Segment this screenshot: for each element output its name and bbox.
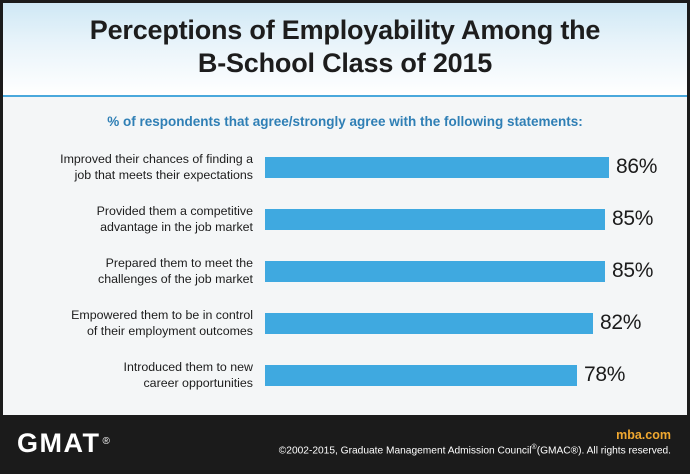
- bar-label-line: of their employment outcomes: [87, 324, 253, 338]
- bar-label-line: challenges of the job market: [98, 272, 253, 286]
- copyright-part-2: (GMAC®). All rights reserved.: [536, 445, 671, 457]
- bar-label-line: Introduced them to new: [123, 359, 253, 374]
- bar: [265, 365, 577, 386]
- bar: [265, 261, 605, 282]
- mba-site-link[interactable]: mba.com: [616, 427, 671, 442]
- bar-label-line: job that meets their expectations: [74, 168, 253, 182]
- header: [3, 3, 687, 97]
- bar: [265, 313, 593, 334]
- copyright-text: [279, 443, 671, 459]
- bar-track: [265, 349, 665, 401]
- bar-label: [17, 203, 265, 236]
- bar-label-line: Empowered them to be in control: [71, 307, 253, 322]
- bar-label-line: career opportunities: [143, 376, 253, 390]
- bar-label-line: Prepared them to meet the: [105, 255, 253, 270]
- bar-label-line: Provided them a competitive: [96, 203, 253, 218]
- bar-value: 86%: [616, 155, 658, 178]
- page-title-line-2: B-School Class of 2015: [197, 48, 493, 78]
- bar-area: [265, 193, 665, 245]
- footer-right: [279, 427, 671, 459]
- chart-row: [17, 193, 665, 245]
- bar-value: 82%: [600, 311, 642, 334]
- bar-area: [265, 297, 665, 349]
- bar: [265, 209, 605, 230]
- copyright-part-1: ©2002-2015, Graduate Management Admission Council: [278, 445, 532, 457]
- bar-label: [17, 307, 265, 340]
- chart-row: [17, 349, 665, 401]
- footer: [3, 415, 687, 471]
- bar-label: [17, 359, 265, 392]
- bar-label: [17, 151, 265, 184]
- chart-subtitle: % of respondents that agree/strongly agree with the following statements:: [107, 114, 583, 129]
- bar-chart: [3, 141, 687, 401]
- bar-label: [17, 255, 265, 288]
- bar-value: 85%: [612, 259, 654, 282]
- bar-label-line: advantage in the job market: [100, 220, 253, 234]
- gmat-logo: [17, 428, 110, 459]
- bar-track: [265, 141, 665, 193]
- bar-track: [265, 193, 665, 245]
- page-title-line-1: Perceptions of Employability Among the: [89, 15, 601, 46]
- chart-row: [17, 141, 665, 193]
- gmat-logo-text: GMAT: [17, 427, 101, 458]
- bar-value: 78%: [584, 363, 626, 386]
- bar-label-line: Improved their chances of finding a: [60, 151, 253, 166]
- chart-row: [17, 245, 665, 297]
- bar: [265, 157, 609, 178]
- bar-track: [265, 245, 665, 297]
- bar-value: 85%: [612, 207, 654, 230]
- registered-mark-icon: ®: [102, 435, 110, 447]
- bar-area: [265, 349, 665, 401]
- registered-mark-icon: ®: [531, 444, 537, 452]
- bar-track: [265, 297, 665, 349]
- bar-area: [265, 245, 665, 297]
- chart-row: [17, 297, 665, 349]
- bar-area: [265, 141, 665, 193]
